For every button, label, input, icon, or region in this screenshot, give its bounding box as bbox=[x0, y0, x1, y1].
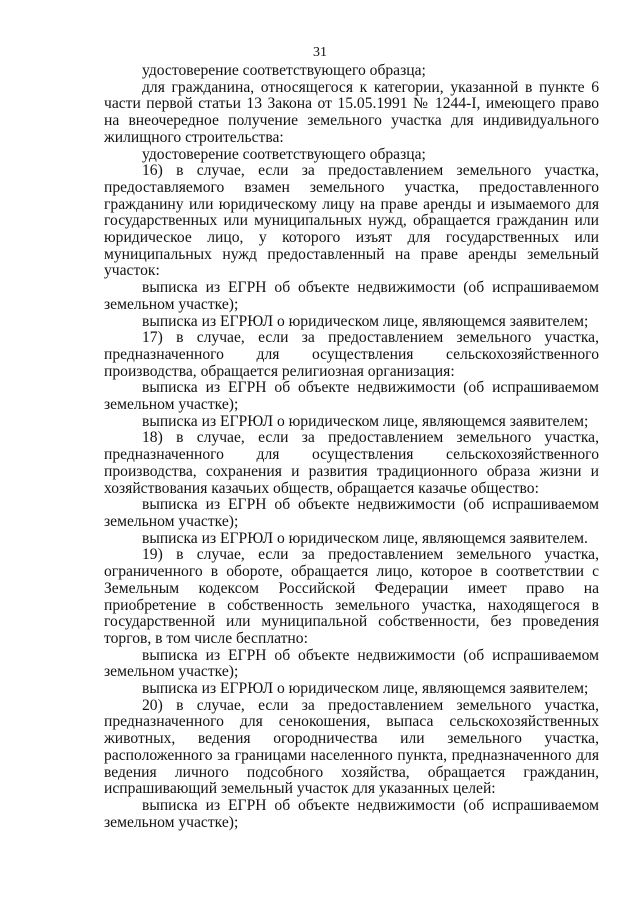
paragraph: выписка из ЕГРН об объекте недвижимости (об испрашиваемом земельном участке); bbox=[104, 496, 599, 530]
paragraph: удостоверение соответствующего образца; bbox=[142, 145, 426, 163]
paragraph: выписка из ЕГРЮЛ о юридическом лице, являющемся заявителем. bbox=[142, 529, 588, 547]
paragraph-item-18: 18) в случае, если за предоставлением земельного участка, предназначенного для осуществления сельскохозяйственного производства, сохранения и развития традиционного образа жизни и хозяйствования казачьих обществ, обращается казачье общество: bbox=[104, 429, 599, 497]
paragraph-item-16: 16) в случае, если за предоставлением земельного участка, предоставляемого взамен земельного участка, предоставленного гражданину или юридическому лицу на праве аренды и изымаемого для государственных или муниципальных нужд, обращается гражданин или юридическое лицо, у которого изъят для государственных или муниципальных нужд предоставленный на праве аренды земельный участок: bbox=[104, 162, 599, 280]
paragraph: выписка из ЕГРН об объекте недвижимости (об испрашиваемом земельном участке); bbox=[104, 646, 599, 681]
document-body bbox=[104, 63, 599, 831]
page-number: 31 bbox=[313, 45, 327, 60]
paragraph: для гражданина, относящегося к категории, указанной в пункте 6 части первой статьи 13 Закона от 15.05.1991 № 1244-I, имеющего право на внеочередное получение земельного участка для индивидуального жилищного строительства: bbox=[104, 78, 599, 146]
paragraph: выписка из ЕГРН об объекте недвижимости (об испрашиваемом земельном участке); bbox=[104, 379, 599, 414]
paragraph: выписка из ЕГРЮЛ о юридическом лице, являющемся заявителем; bbox=[142, 412, 589, 430]
paragraph-item-17: 17) в случае, если за предоставлением земельного участка, предназначенного для осуществления сельскохозяйственного производства, обращается религиозная организация: bbox=[104, 329, 599, 380]
paragraph: выписка из ЕГРН об объекте недвижимости (об испрашиваемом земельном участке); bbox=[104, 279, 599, 313]
paragraph-item-20: 20) в случае, если за предоставлением земельного участка, предназначенного для сенокошения, выпаса сельскохозяйственных животных, ведения огородничества или земельного участка, расположенного за границами населенного пункта, предназначенного для ведения личного подсобного хозяйства, обращается гражданин, испрашивающий земельный участок для указанных целей: bbox=[104, 696, 599, 798]
paragraph: удостоверение соответствующего образца; bbox=[142, 62, 426, 79]
paragraph: выписка из ЕГРЮЛ о юридическом лице, являющемся заявителем; bbox=[142, 312, 589, 330]
paragraph-item-19: 19) в случае, если за предоставлением земельного участка, ограниченного в обороте, обращается лицо, которое в соответствии с Земельным кодексом Российской Федерации имеет право на приобретение в собственность земельного участка, находящегося в государственной или муниципальной собственности, без проведения торгов, в том числе бесплатно: bbox=[104, 546, 599, 647]
paragraph: выписка из ЕГРН об объекте недвижимости (об испрашиваемом земельном участке); bbox=[104, 796, 599, 831]
paragraph: выписка из ЕГРЮЛ о юридическом лице, являющемся заявителем; bbox=[142, 680, 589, 698]
